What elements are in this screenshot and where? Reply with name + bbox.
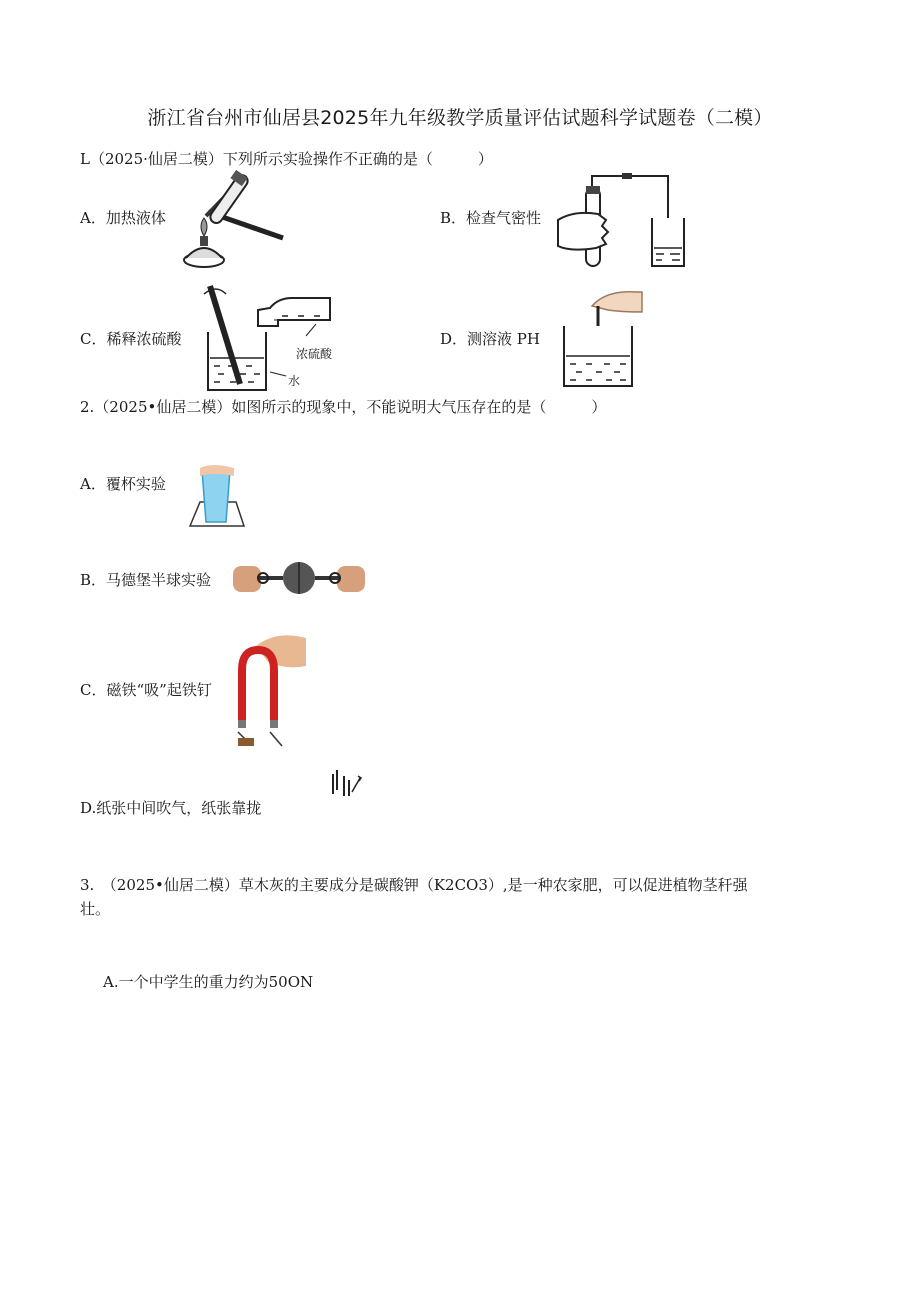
magnet-nails-figure: [226, 630, 308, 748]
q2-option-c: C．磁铁“吸”起铁钉: [80, 681, 212, 699]
magdeburg-hemispheres-figure: [233, 558, 365, 598]
cup-overturn-figure: [184, 464, 248, 534]
heating-liquid-figure: [178, 168, 293, 278]
q2-option-a: A．覆杯实验: [80, 475, 166, 493]
q3-option-a: A.一个中学生的重力约为50ON: [103, 973, 314, 991]
conc-sulfuric-label: 浓硫酸: [296, 347, 333, 361]
q1-option-d: D．测溶液 PH: [440, 330, 540, 348]
q2-option-b: B．马德堡半球实验: [80, 571, 212, 589]
question-2-stem: 2.（2025•仙居二模）如图所示的现象中，不能说明大气压存在的是（ ）: [80, 398, 607, 416]
paper-blowing-figure: [328, 766, 364, 800]
page-title: 浙江省台州市仙居县2025年九年级教学质量评估试题科学试题卷（二模）: [147, 107, 773, 129]
question-3-stem-line-2: 壮。: [80, 900, 111, 918]
question-1-stem: L（2025·仙居二模）下列所示实验操作不正确的是（ ）: [80, 150, 493, 168]
airtightness-check-figure: [556, 168, 686, 273]
ph-test-figure: [556, 288, 646, 390]
water-label: 水: [288, 374, 301, 388]
q2-option-d: D.纸张中间吹气，纸张靠拢: [80, 799, 262, 817]
question-3-stem-line-1: 3. （2025•仙居二模）草木灰的主要成分是碳酸钾（K2CO3）,是一种农家肥，可以促进植物茎秆强: [80, 876, 748, 894]
dilute-acid-figure: [196, 280, 366, 395]
q1-option-c: C．稀释浓硫酸: [80, 330, 182, 348]
q1-option-b: B．检查气密性: [440, 209, 542, 227]
q1-option-a: A．加热液体: [80, 209, 166, 227]
